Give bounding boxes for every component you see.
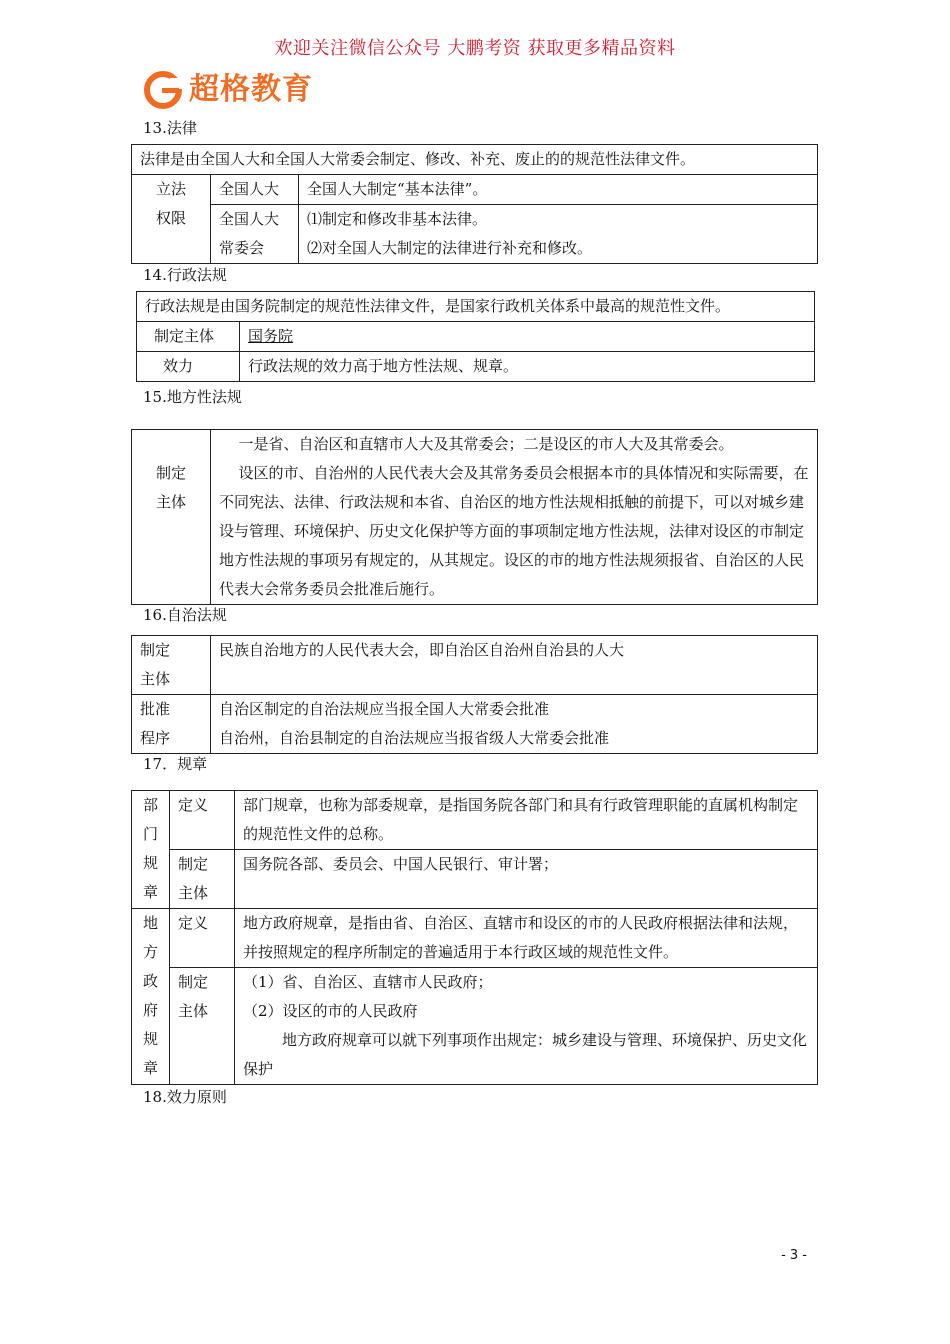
section-15-title: 15.地方性法规 [143,388,242,406]
table-row [132,175,818,205]
table-row [132,850,818,909]
local-subj-label: 制定 主体 [170,968,235,1085]
local-def-text: 地方政府规章，是指由省、自治区、直辖市和设区的市的人民政府根据法律和法规，并按照规定的程序所制定的普遍适用于本行政区域的规范性文件。 [235,909,818,968]
npc-power: 全国人大制定“基本法律”。 [299,175,818,205]
table-row [137,322,815,352]
admin-regulation-intro: 行政法规是由国务院制定的规范性法律文件，是国家行政机关体系中最高的规范性文件。 [137,292,815,322]
section-18-title: 18.效力原则 [143,1088,227,1106]
approval-label: 批准 程序 [132,695,211,754]
local-regulation-table [131,429,818,605]
table-row [132,791,818,850]
npc-label: 全国人大 [211,175,299,205]
effect-value: 行政法规的效力高于地方性法规、规章。 [240,352,815,382]
local-maker-label: 制定 主体 [132,430,211,605]
promo-banner: 欢迎关注微信公众号 大鹏考资 获取更多精品资料 [274,38,676,59]
dept-rules-label: 部 门 规 章 [132,791,170,909]
local-maker-content: 一是省、自治区和直辖市人大及其常委会；二是设区的市人大及其常委会。 设区的市、自治州的人民代表大会及其常务委员会根据本市的具体情况和实际需要，在不同宪法、法律、行政法规和本省、自治区的地方性法规相抵触的前提下，可以对城乡建设与管理、环境保护、历史文化保护等方面的事项制定地方性法规，法律对设区的市制定地方性法规的事项另有规定的，从其规定。设区的市的地方性法规须报省、自治区的人民代表大会常务委员会批准后施行。 [211,430,818,605]
dept-def-label: 定义 [170,791,235,850]
table-row [137,352,815,382]
brand-logo-text: 超格教育 [189,72,313,107]
law-table [131,144,818,264]
brand-logo [143,70,313,110]
table-row [132,205,818,264]
local-subj-text: （1）省、自治区、直辖市人民政府； （2）设区的市的人民政府 地方政府规章可以就下列事项作出规定：城乡建设与管理、环境保护、历史文化保护 [235,968,818,1085]
section-13-title: 13.法律 [143,119,197,137]
dept-def-text: 部门规章，也称为部委规章，是指国务院各部门和具有行政管理职能的直属机构制定的规范性文件的总称。 [235,791,818,850]
effect-label: 效力 [137,352,240,382]
table-row [137,292,815,322]
dept-subj-text: 国务院各部、委员会、中国人民银行、审计署； [235,850,818,909]
npcsc-power: ⑴制定和修改非基本法律。 ⑵对全国人大制定的法律进行补充和修改。 [299,205,818,264]
section-16-title: 16.自治法规 [143,606,227,624]
section-17-title: 17．规章 [143,755,208,773]
dept-subj-label: 制定 主体 [170,850,235,909]
local-def-label: 定义 [170,909,235,968]
rules-table [131,790,818,1085]
legislative-authority-label: 立法 权限 [132,175,211,264]
table-row [132,145,818,175]
approval-text: 自治区制定的自治法规应当报全国人大常委会批准 自治州，自治县制定的自治法规应当报省级人大常委会批准 [211,695,818,754]
table-row [132,695,818,754]
brand-logo-icon [143,70,183,110]
page-number: - 3 - [781,1248,807,1263]
autonomous-maker-label: 制定 主体 [132,636,211,695]
local-rules-label: 地 方 政 府 规 章 [132,909,170,1085]
table-row [132,430,818,605]
admin-regulation-table [136,291,815,382]
table-row [132,909,818,968]
autonomous-regulation-table [131,635,818,754]
npcsc-label: 全国人大 常委会 [211,205,299,264]
autonomous-maker-text: 民族自治地方的人民代表大会，即自治区自治州自治县的人大 [211,636,818,695]
maker-label: 制定主体 [137,322,240,352]
maker-value: 国务院 [240,322,815,352]
law-intro: 法律是由全国人大和全国人大常委会制定、修改、补充、废止的的规范性法律文件。 [132,145,818,175]
table-row [132,968,818,1085]
table-row [132,636,818,695]
section-14-title: 14.行政法规 [143,266,227,284]
